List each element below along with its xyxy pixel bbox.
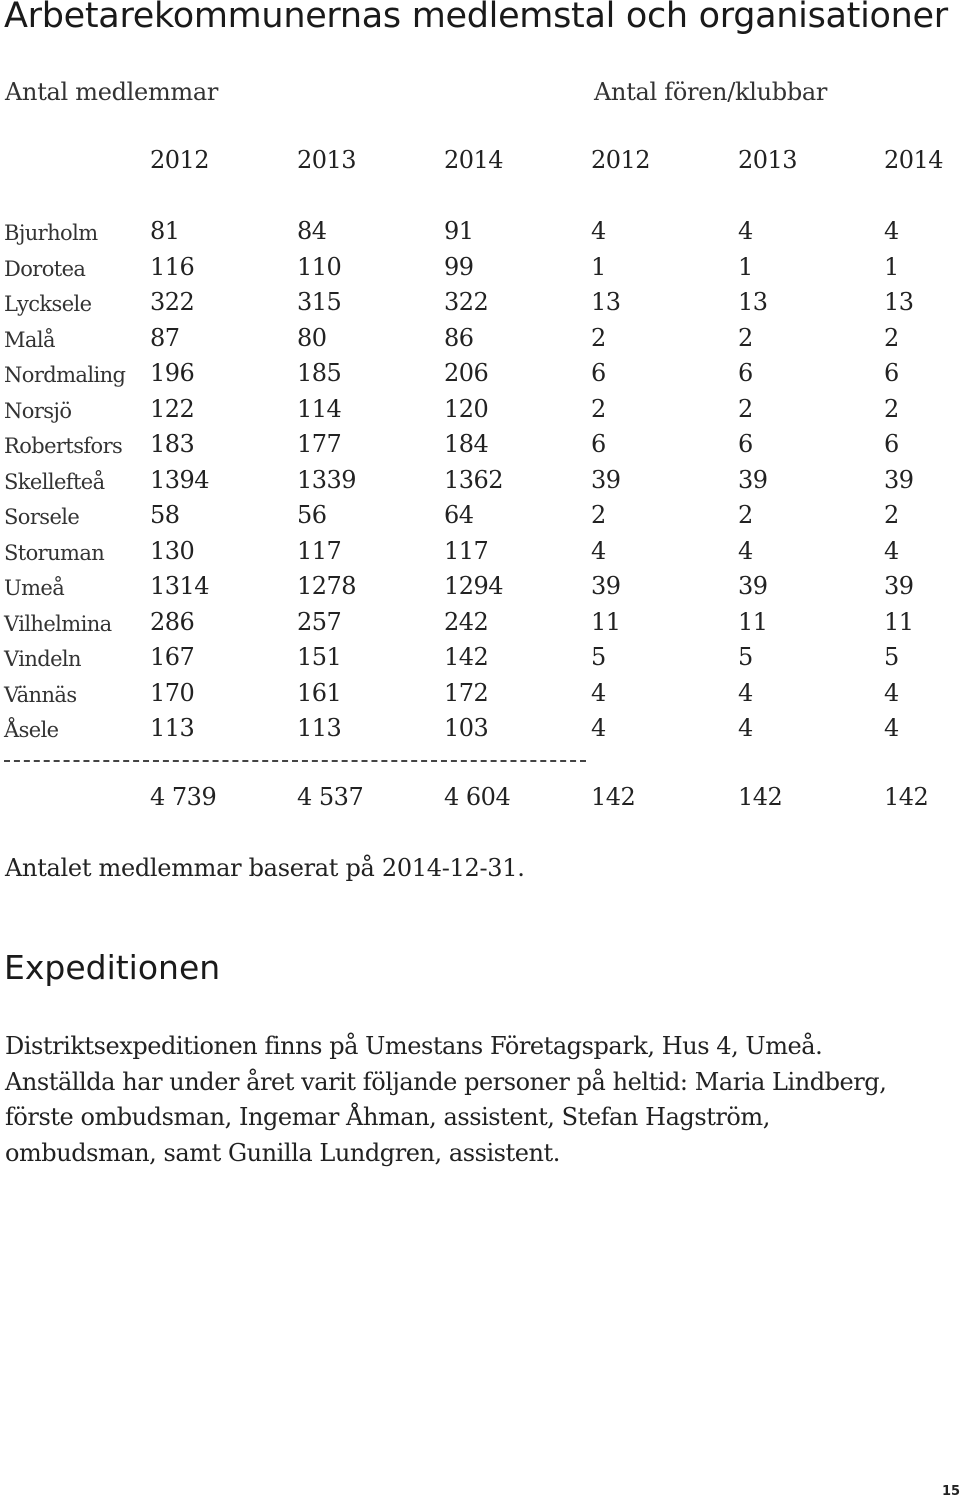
municipality-name: Umeå — [4, 576, 65, 600]
municipality-name: Robertsfors — [4, 434, 123, 458]
cell-clubs-2014: 39 — [884, 572, 914, 600]
year-header-clubs-2013: 2013 — [738, 146, 798, 174]
year-header-members-2012: 2012 — [150, 146, 210, 174]
cell-members-2013: 80 — [297, 323, 327, 352]
cell-clubs-2014: 2 — [884, 394, 899, 423]
membership-date-note: Antalet medlemmar baserat på 2014-12-31. — [5, 854, 525, 882]
cell-clubs-2013: 13 — [738, 288, 768, 316]
cell-members-2012: 170 — [150, 678, 195, 707]
municipality-name: Sorsele — [4, 505, 80, 529]
cell-members-2013: 151 — [297, 643, 342, 671]
cell-clubs-2013: 39 — [738, 465, 768, 494]
municipality-name: Storuman — [4, 540, 105, 565]
cell-clubs-2012: 39 — [591, 465, 621, 494]
cell-clubs-2013: 2 — [738, 501, 753, 529]
cell-members-2012: 116 — [150, 252, 195, 281]
cell-clubs-2013: 6 — [738, 359, 753, 387]
cell-members-2013: 161 — [297, 678, 342, 707]
cell-clubs-2013: 4 — [738, 714, 753, 742]
cell-members-2014: 120 — [444, 394, 489, 423]
cell-members-2014: 99 — [444, 252, 474, 281]
cell-clubs-2014: 4 — [884, 536, 899, 565]
cell-members-2012: 322 — [150, 288, 195, 316]
members-group-label: Antal medlemmar — [5, 78, 219, 106]
cell-members-2014: 206 — [444, 359, 489, 387]
municipality-name: Åsele — [4, 718, 59, 742]
cell-clubs-2014: 39 — [884, 465, 914, 494]
total-members-2014: 4 604 — [444, 783, 511, 811]
cell-members-2014: 184 — [444, 430, 489, 458]
cell-members-2013: 56 — [297, 501, 327, 529]
cell-members-2014: 117 — [444, 536, 489, 565]
municipality-name: Vännäs — [4, 682, 77, 707]
municipality-name: Bjurholm — [4, 221, 98, 245]
cell-clubs-2012: 2 — [591, 394, 606, 423]
cell-members-2013: 114 — [297, 394, 342, 423]
municipality-name: Norsjö — [4, 398, 72, 423]
cell-clubs-2013: 2 — [738, 394, 753, 423]
cell-clubs-2013: 4 — [738, 536, 753, 565]
cell-members-2012: 113 — [150, 714, 195, 742]
cell-clubs-2013: 39 — [738, 572, 768, 600]
municipality-name: Dorotea — [4, 256, 86, 281]
cell-clubs-2014: 4 — [884, 217, 899, 245]
cell-clubs-2014: 11 — [884, 607, 914, 636]
cell-clubs-2014: 5 — [884, 643, 899, 671]
cell-members-2013: 113 — [297, 714, 342, 742]
page-title: Arbetarekommunernas medlemstal och organisationer — [4, 0, 948, 36]
cell-clubs-2014: 6 — [884, 359, 899, 387]
year-header-members-2014: 2014 — [444, 146, 504, 174]
total-members-2012: 4 739 — [150, 783, 217, 811]
cell-members-2014: 91 — [444, 217, 474, 245]
totals-divider — [4, 760, 586, 762]
municipality-name: Nordmaling — [4, 363, 126, 387]
cell-clubs-2012: 5 — [591, 643, 606, 671]
cell-members-2012: 130 — [150, 536, 195, 565]
cell-members-2013: 1278 — [297, 572, 357, 600]
cell-members-2014: 172 — [444, 678, 489, 707]
cell-members-2012: 58 — [150, 501, 180, 529]
cell-members-2014: 1362 — [444, 465, 504, 494]
year-header-clubs-2012: 2012 — [591, 146, 651, 174]
cell-clubs-2012: 4 — [591, 678, 606, 707]
cell-clubs-2013: 5 — [738, 643, 753, 671]
municipality-name: Skellefteå — [4, 469, 105, 494]
cell-members-2012: 122 — [150, 394, 195, 423]
cell-clubs-2014: 2 — [884, 323, 899, 352]
total-clubs-2013: 142 — [738, 783, 783, 811]
cell-members-2012: 1394 — [150, 465, 210, 494]
cell-clubs-2012: 11 — [591, 607, 621, 636]
cell-clubs-2012: 4 — [591, 536, 606, 565]
cell-members-2014: 1294 — [444, 572, 504, 600]
cell-members-2013: 117 — [297, 536, 342, 565]
cell-members-2014: 242 — [444, 607, 489, 636]
page-number: 15 — [942, 1484, 960, 1499]
paragraph-line: Distriktsexpeditionen finns på Umestans Företagspark, Hus 4, Umeå. — [5, 1032, 823, 1060]
municipality-name: Lycksele — [4, 292, 92, 316]
cell-members-2012: 167 — [150, 643, 195, 671]
cell-members-2013: 110 — [297, 252, 342, 281]
cell-members-2012: 87 — [150, 323, 180, 352]
cell-members-2014: 64 — [444, 501, 474, 529]
cell-members-2012: 196 — [150, 359, 195, 387]
cell-clubs-2012: 1 — [591, 252, 606, 281]
cell-clubs-2013: 1 — [738, 252, 753, 281]
municipality-name: Vilhelmina — [4, 611, 112, 636]
municipality-name: Vindeln — [4, 647, 81, 671]
cell-members-2012: 286 — [150, 607, 195, 636]
cell-clubs-2012: 6 — [591, 359, 606, 387]
cell-clubs-2013: 4 — [738, 217, 753, 245]
municipality-name: Malå — [4, 327, 55, 352]
total-clubs-2012: 142 — [591, 783, 636, 811]
total-clubs-2014: 142 — [884, 783, 929, 811]
cell-clubs-2014: 6 — [884, 430, 899, 458]
cell-clubs-2014: 13 — [884, 288, 914, 316]
cell-clubs-2014: 4 — [884, 678, 899, 707]
cell-clubs-2012: 4 — [591, 217, 606, 245]
cell-members-2014: 103 — [444, 714, 489, 742]
cell-members-2013: 257 — [297, 607, 342, 636]
cell-members-2013: 84 — [297, 217, 327, 245]
cell-clubs-2014: 4 — [884, 714, 899, 742]
cell-members-2014: 322 — [444, 288, 489, 316]
section-heading-expeditionen: Expeditionen — [4, 948, 221, 987]
cell-members-2014: 86 — [444, 323, 474, 352]
cell-clubs-2012: 6 — [591, 430, 606, 458]
cell-clubs-2012: 4 — [591, 714, 606, 742]
cell-clubs-2013: 4 — [738, 678, 753, 707]
paragraph-line: ombudsman, samt Gunilla Lundgren, assistent. — [5, 1138, 560, 1167]
cell-members-2012: 183 — [150, 430, 195, 458]
cell-clubs-2013: 11 — [738, 607, 768, 636]
cell-clubs-2012: 39 — [591, 572, 621, 600]
cell-members-2013: 315 — [297, 288, 342, 316]
paragraph-line: förste ombudsman, Ingemar Åhman, assistent, Stefan Hagström, — [5, 1103, 770, 1131]
total-members-2013: 4 537 — [297, 783, 364, 811]
year-header-members-2013: 2013 — [297, 146, 357, 174]
cell-clubs-2012: 13 — [591, 288, 621, 316]
cell-members-2012: 1314 — [150, 572, 210, 600]
cell-clubs-2014: 1 — [884, 252, 899, 281]
cell-members-2014: 142 — [444, 643, 489, 671]
cell-members-2012: 81 — [150, 217, 180, 245]
cell-clubs-2012: 2 — [591, 501, 606, 529]
clubs-group-label: Antal fören/klubbar — [594, 78, 828, 106]
expeditionen-paragraph — [5, 1029, 945, 1171]
cell-clubs-2013: 2 — [738, 323, 753, 352]
cell-clubs-2013: 6 — [738, 430, 753, 458]
cell-members-2013: 1339 — [297, 465, 357, 494]
cell-clubs-2014: 2 — [884, 501, 899, 529]
cell-members-2013: 177 — [297, 430, 342, 458]
paragraph-line: Anställda har under året varit följande personer på heltid: Maria Lindberg, — [5, 1067, 887, 1096]
cell-members-2013: 185 — [297, 359, 342, 387]
cell-clubs-2012: 2 — [591, 323, 606, 352]
year-header-clubs-2014: 2014 — [884, 146, 944, 174]
